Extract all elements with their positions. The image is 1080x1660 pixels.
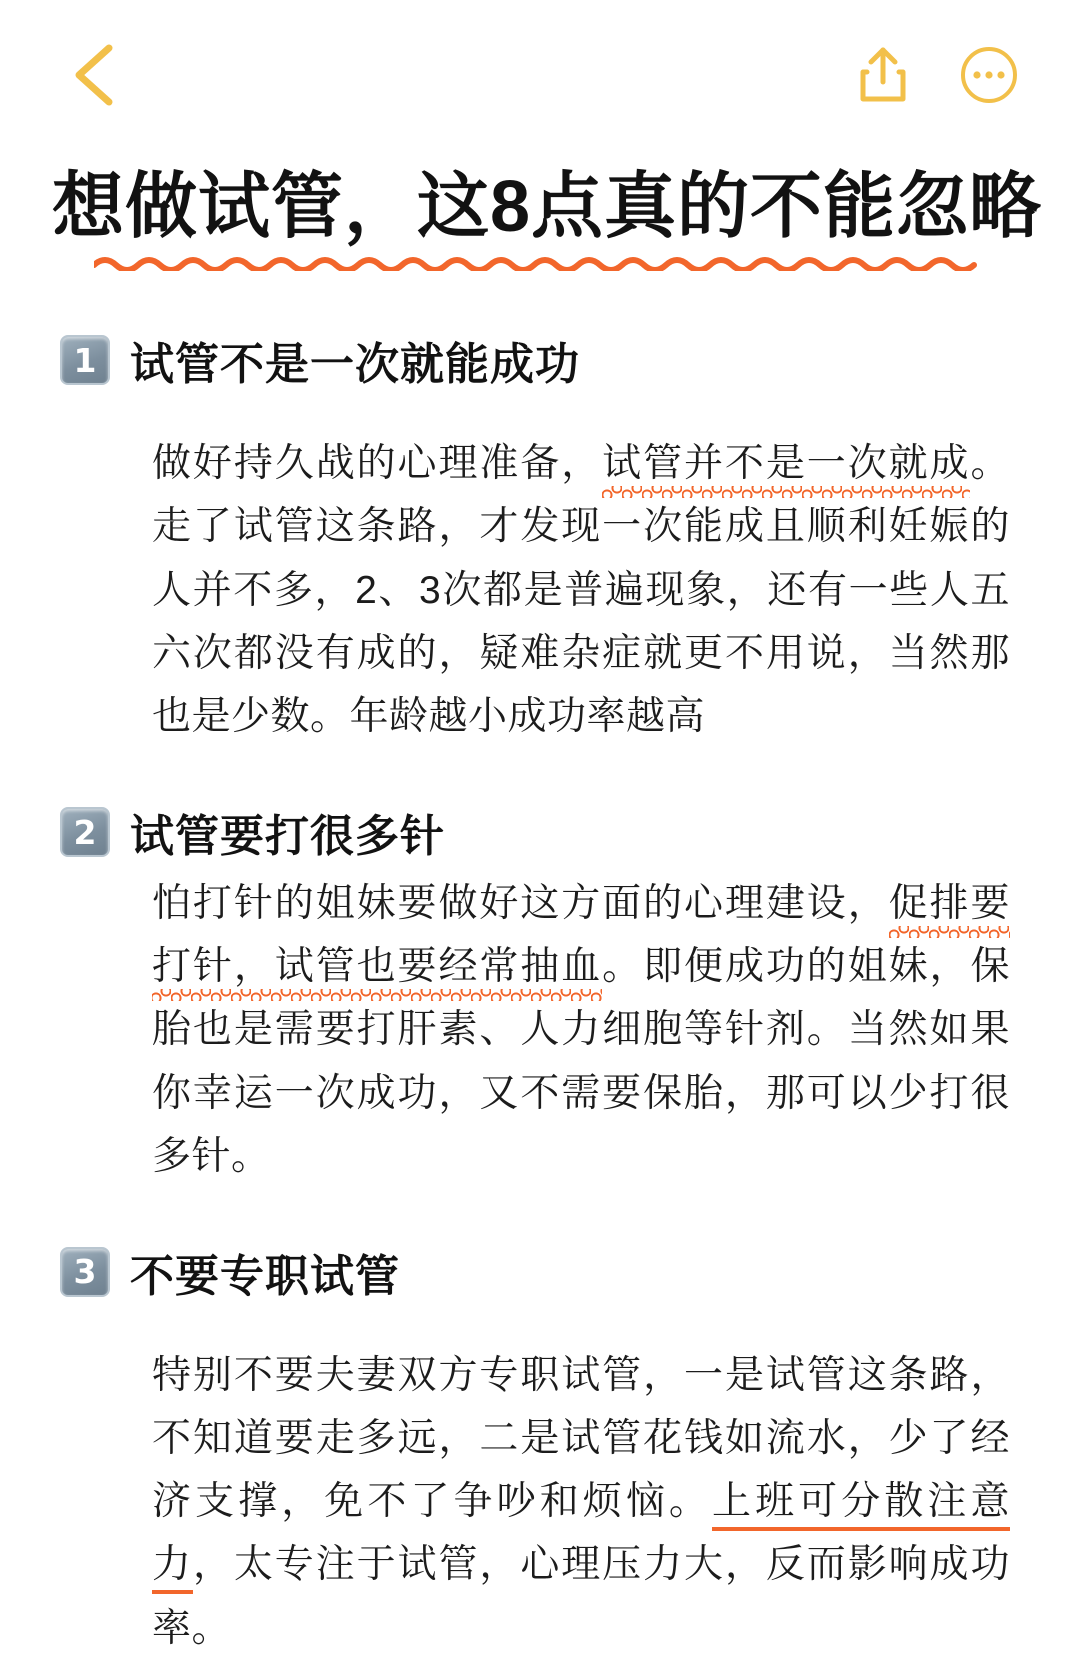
section-number-badge: 3 (60, 1247, 110, 1297)
section-body-highlight: 试管并不是一次就成 (602, 442, 970, 498)
back-button[interactable] (60, 40, 130, 110)
section-body-text-rest: ，太专注于试管，心理压力大，反而影响成功率。 (152, 1543, 1010, 1650)
chevron-left-icon (67, 40, 123, 110)
section-heading-row (60, 328, 1020, 392)
section-body-text-rest: 。即便成功的姐妹，保胎也是需要打肝素、人力细胞等针剂。当然如果你幸运一次成功，又不需要保胎，那可以少打很多针。 (152, 945, 1010, 1178)
article-section (60, 1240, 1020, 1660)
article-title-block (0, 150, 1080, 276)
section-heading: 试管不是一次就能成功 (130, 340, 580, 390)
article-section (60, 800, 1020, 1188)
more-options-icon (960, 46, 1018, 104)
article-content (0, 276, 1080, 1660)
top-bar-actions (852, 44, 1020, 106)
page-title: 想做试管，这8点真的不能忽略 (52, 167, 1043, 247)
section-heading: 试管要打很多针 (130, 812, 445, 862)
more-options-button[interactable] (958, 44, 1020, 106)
section-body-highlight: 促排要打针，试管也要经常抽血 (152, 882, 1010, 1001)
section-body-highlight: 上班可分散注意力 (152, 1480, 1010, 1594)
section-heading: 不要专职试管 (130, 1251, 400, 1301)
section-body-text-rest: 。走了试管这条路，才发现一次能成且顺利妊娠的人并不多，2、3次都是普遍现象，还有一些人五六次都没有成的，疑难杂症就更不用说，当然那也是少数。年龄越小成功率越高 (152, 442, 1010, 738)
section-body (60, 872, 1020, 1188)
section-number-badge: 2 (60, 807, 110, 857)
share-button[interactable] (852, 44, 914, 106)
section-body-text-lead: 做好持久战的心理准备， (152, 442, 603, 486)
section-body (60, 432, 1020, 748)
article-section (60, 328, 1020, 748)
title-underline-decoration (94, 253, 984, 271)
top-navigation-bar (0, 0, 1080, 150)
section-body-text-lead: 特别不要夫妻双方专职试管，一是试管这条路，不知道要走多远，二是试管花钱如流水，少了经济支撑，免不了争吵和烦恼。 (152, 1353, 1010, 1524)
section-body (60, 1344, 1020, 1660)
section-body-text-lead: 怕打针的姐妹要做好这方面的心理建设， (152, 882, 889, 926)
section-heading-row (60, 1240, 1020, 1304)
section-number-badge: 1 (60, 335, 110, 385)
section-heading-row (60, 800, 1020, 864)
share-icon (858, 46, 908, 104)
